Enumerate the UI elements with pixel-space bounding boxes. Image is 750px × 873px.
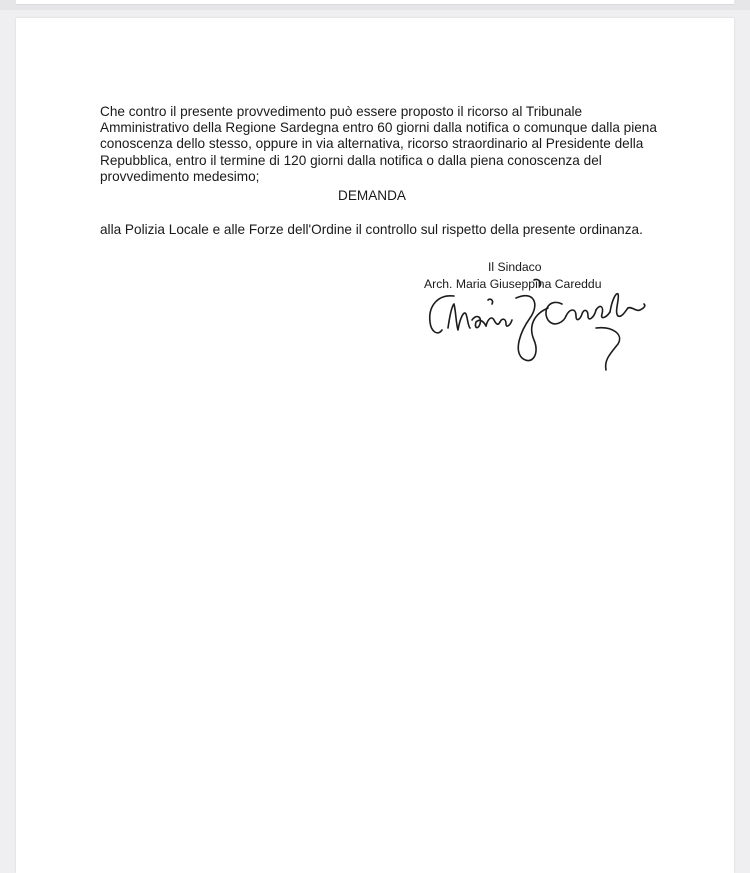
mayor-title: Il Sindaco: [488, 260, 542, 274]
demanda-paragraph: alla Polizia Locale e alle Forze dell'Ordine il controllo sul rispetto della presente ordinanza.: [100, 222, 643, 237]
document-page: [16, 18, 734, 873]
appeal-paragraph: Che contro il presente provvedimento può essere proposto il ricorso al Tribunale Amministrativo della Regione Sardegna entro 60 giorni dalla notifica o comunque dalla piena conoscenza dello stesso, oppure in via alternativa, ricorso straordinario al Presidente della Repubblica, entro il termine di 120 giorni dalla notifica o dalla piena conoscenza del provvedimento medesimo;: [100, 104, 657, 184]
handwritten-signature: [424, 274, 646, 380]
signature-block: [406, 260, 646, 380]
demanda-heading: DEMANDA: [338, 188, 406, 203]
previous-page-sheet: [16, 0, 734, 5]
previous-page-edge: [0, 0, 750, 10]
mayor-name: Arch. Maria Giuseppina Careddu: [424, 277, 602, 291]
